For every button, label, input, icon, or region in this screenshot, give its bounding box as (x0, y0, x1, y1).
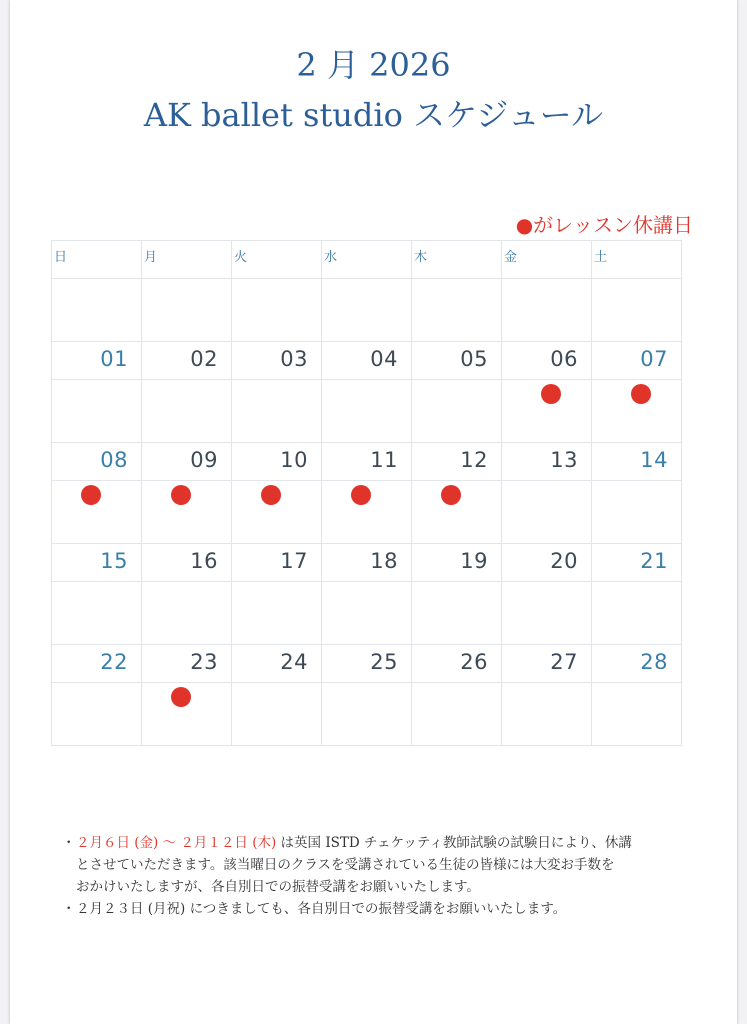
date-cell (502, 645, 592, 683)
date-cell (232, 544, 322, 582)
empty-cell (232, 279, 322, 342)
date-number: 12 (460, 448, 488, 472)
weekday-label: 金 (504, 250, 518, 265)
date-number: 20 (550, 549, 578, 573)
closure-cell (322, 582, 412, 645)
closure-cell (232, 582, 322, 645)
date-cell (502, 544, 592, 582)
date-cell (412, 342, 502, 380)
closed-day-legend: ●がレッスン休講日 (515, 213, 693, 237)
date-cell (412, 443, 502, 481)
closure-cell (412, 582, 502, 645)
closure-cell (52, 380, 142, 443)
closure-cell (52, 481, 142, 544)
closure-cell (142, 481, 232, 544)
empty-cell (52, 279, 142, 342)
empty-cell (142, 279, 232, 342)
date-number-row (52, 544, 682, 582)
closure-cell (142, 380, 232, 443)
closed-day-dot (441, 485, 461, 505)
date-number: 26 (460, 650, 488, 674)
date-cell (592, 342, 682, 380)
date-cell (502, 443, 592, 481)
date-cell (142, 645, 232, 683)
date-number: 17 (280, 549, 308, 573)
date-cell (412, 544, 502, 582)
date-number-row (52, 342, 682, 380)
closure-cell (322, 481, 412, 544)
date-cell (142, 544, 232, 582)
date-number: 24 (280, 650, 308, 674)
bullet: ・ (62, 835, 76, 851)
closure-cell (412, 481, 502, 544)
weekday-cell (142, 241, 232, 279)
weekday-header-row (52, 241, 682, 279)
date-number: 19 (460, 549, 488, 573)
date-cell (52, 544, 142, 582)
empty-cell (322, 279, 412, 342)
weekday-label: 木 (414, 250, 428, 265)
closure-cell (502, 380, 592, 443)
weekday-label: 月 (144, 250, 158, 265)
date-cell (142, 443, 232, 481)
closed-day-dot (81, 485, 101, 505)
note-item (62, 898, 712, 920)
date-number: 08 (100, 448, 128, 472)
notes-section (62, 832, 712, 920)
date-cell (232, 443, 322, 481)
date-number: 21 (640, 549, 668, 573)
note-text: おかけいたしますが、各自別日での振替受講をお願いいたします。 (76, 879, 480, 895)
date-number-row (52, 443, 682, 481)
note-item (62, 832, 712, 898)
month-title: 2 月 2026 (296, 46, 451, 84)
weekday-cell (322, 241, 412, 279)
closure-cell (592, 582, 682, 645)
date-number: 16 (190, 549, 218, 573)
date-cell (502, 342, 592, 380)
closure-row (52, 481, 682, 544)
note-text: は英国 ISTD チェケッティ教師試験の試験日により、休講 (276, 835, 632, 851)
empty-cell (592, 279, 682, 342)
note-date-range: ２月６日 (金) 〜 ２月１２日 (木) (76, 835, 277, 851)
closed-day-dot (541, 384, 561, 404)
closure-row (52, 380, 682, 443)
date-cell (52, 645, 142, 683)
closure-cell (232, 683, 322, 746)
studio-title: AK ballet studio スケジュール (143, 96, 604, 134)
date-number: 23 (190, 650, 218, 674)
date-number: 11 (370, 448, 398, 472)
closed-day-dot (171, 485, 191, 505)
date-cell (322, 645, 412, 683)
date-cell (592, 645, 682, 683)
date-cell (592, 544, 682, 582)
date-cell (322, 544, 412, 582)
date-cell (592, 443, 682, 481)
closed-day-dot (631, 384, 651, 404)
closure-cell (502, 481, 592, 544)
date-number: 05 (460, 347, 488, 371)
date-cell (232, 645, 322, 683)
closure-cell (232, 481, 322, 544)
date-cell (142, 342, 232, 380)
closure-cell (502, 683, 592, 746)
closure-cell (592, 380, 682, 443)
empty-cell (502, 279, 592, 342)
date-number: 07 (640, 347, 668, 371)
closure-cell (412, 380, 502, 443)
date-number: 10 (280, 448, 308, 472)
date-number: 13 (550, 448, 578, 472)
date-number: 14 (640, 448, 668, 472)
bullet: ・ (62, 901, 76, 917)
date-number: 06 (550, 347, 578, 371)
closure-cell (592, 481, 682, 544)
weekday-cell (52, 241, 142, 279)
closure-cell (232, 380, 322, 443)
empty-cell (412, 279, 502, 342)
weekday-cell (502, 241, 592, 279)
date-cell (52, 342, 142, 380)
date-cell (52, 443, 142, 481)
date-number: 25 (370, 650, 398, 674)
weekday-label: 土 (594, 250, 608, 265)
weekday-label: 水 (324, 250, 338, 265)
date-cell (412, 645, 502, 683)
weekday-cell (412, 241, 502, 279)
date-number: 27 (550, 650, 578, 674)
date-number: 01 (100, 347, 128, 371)
note-text: ２月２３日 (月祝) につきましても、各自別日での振替受講をお願いいたします。 (76, 901, 567, 917)
closed-day-dot (351, 485, 371, 505)
closure-cell (142, 582, 232, 645)
closure-cell (142, 683, 232, 746)
weekday-cell (232, 241, 322, 279)
closure-cell (502, 582, 592, 645)
closure-row (52, 683, 682, 746)
date-number: 28 (640, 650, 668, 674)
date-cell (322, 342, 412, 380)
closed-day-dot (261, 485, 281, 505)
date-number-row (52, 645, 682, 683)
closed-day-dot (171, 687, 191, 707)
date-cell (322, 443, 412, 481)
date-number: 09 (190, 448, 218, 472)
date-number: 03 (280, 347, 308, 371)
date-number: 18 (370, 549, 398, 573)
empty-week-row (52, 279, 682, 342)
date-cell (232, 342, 322, 380)
calendar-grid (51, 240, 682, 746)
date-number: 02 (190, 347, 218, 371)
weekday-label: 日 (54, 250, 68, 265)
closure-cell (52, 582, 142, 645)
date-number: 04 (370, 347, 398, 371)
closure-cell (322, 683, 412, 746)
closure-cell (592, 683, 682, 746)
note-text: とさせていただきます。該当曜日のクラスを受講されている生徒の皆様には大変お手数を (76, 857, 615, 873)
closure-cell (52, 683, 142, 746)
weekday-label: 火 (234, 250, 248, 265)
date-number: 15 (100, 549, 128, 573)
closure-row (52, 582, 682, 645)
closure-cell (412, 683, 502, 746)
date-number: 22 (100, 650, 128, 674)
weekday-cell (592, 241, 682, 279)
closure-cell (322, 380, 412, 443)
